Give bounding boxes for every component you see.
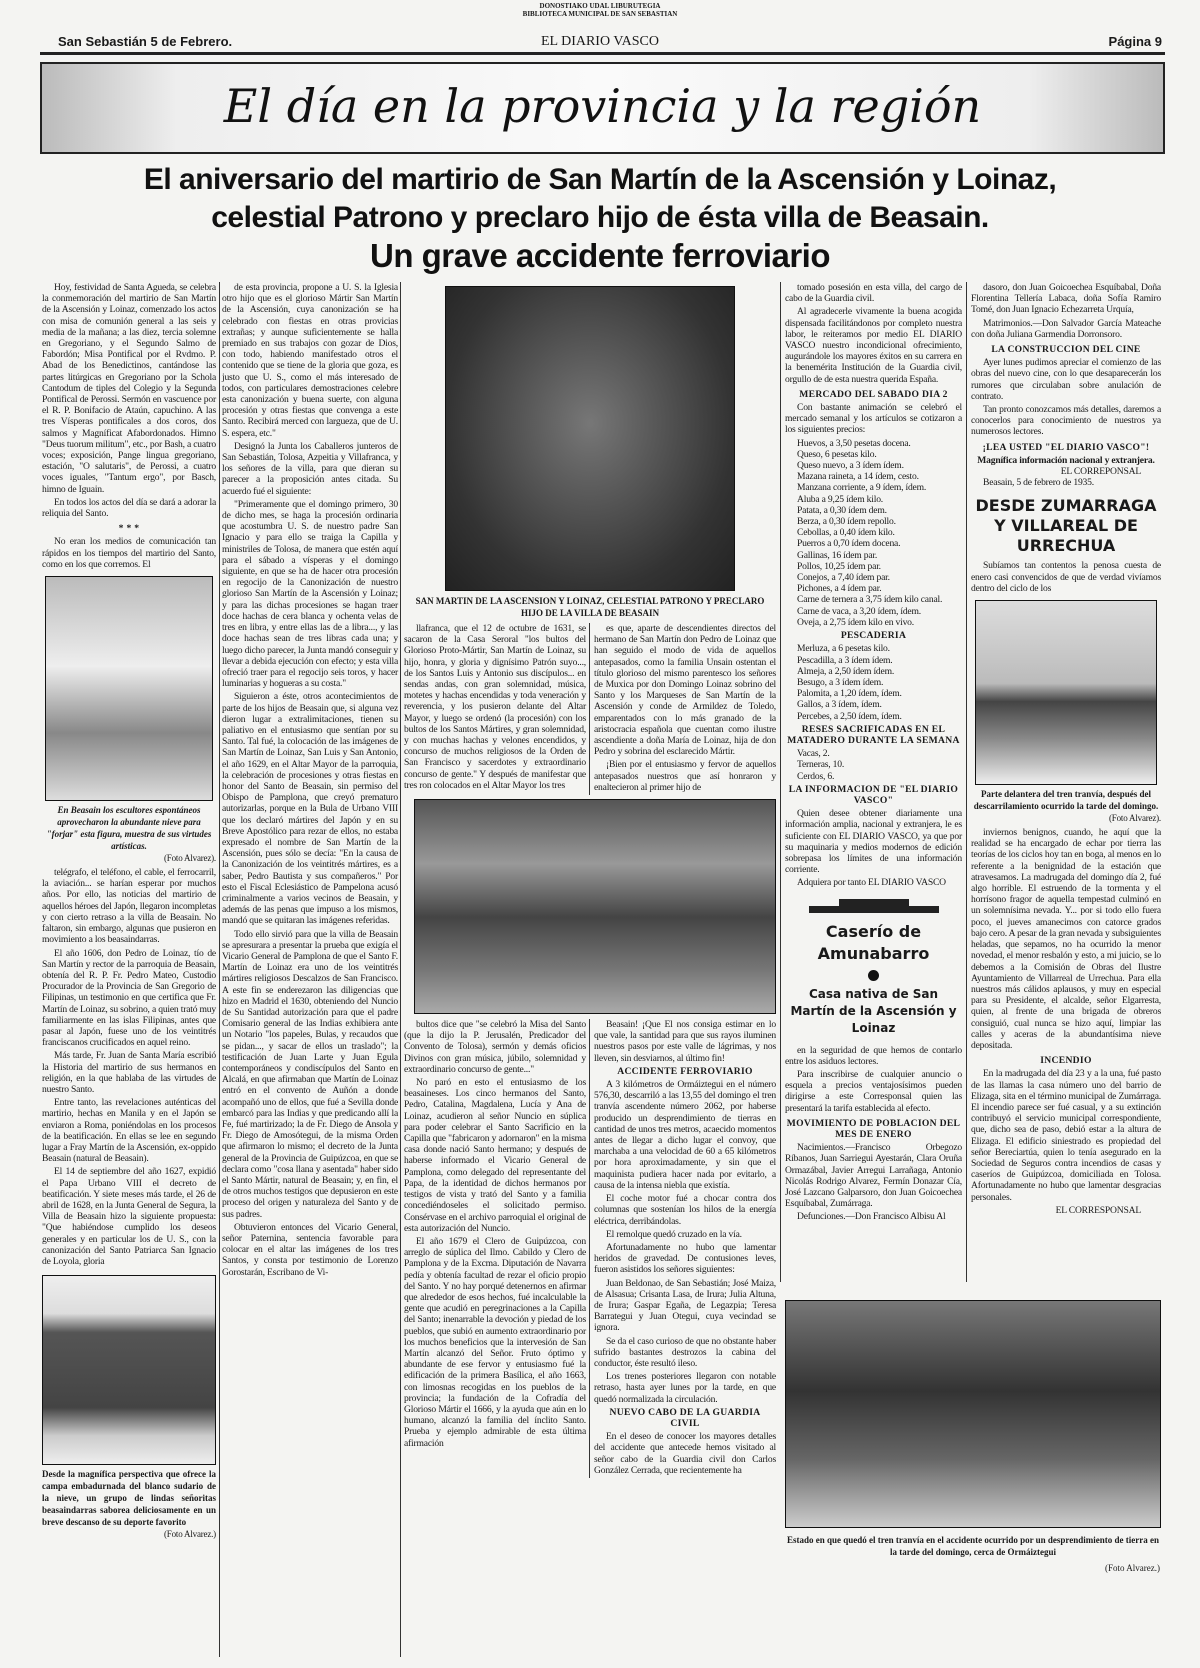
separator: * * * (118, 523, 140, 535)
price-item: Besugo, a 3 ídem ídem. (797, 676, 884, 688)
slogan: ¡LEA USTED "EL DIARIO VASCO"! (982, 441, 1150, 453)
library-line2: BIBLIOTECA MUNICIPAL DE SAN SEBASTIAN (522, 10, 678, 18)
paragraph: llafranca, que el 12 de octubre de 1631, se sacaron de la Casa Seroral "los bultos del Glorioso Proto-Mártir, San Martín de Loinaz, su hijo, honra, y gloria y dignísimo Patrón suyo..., de los Santos Luis y Antonio sus discípulos... en sendas andas, con gran solemnidad, música, motetes y hachas encendidas y toda veneración y reverencia, y los pusieron delante del Altar Mayor, y luego se ordenó (la procesión) con los bultos de los Santos Mártires, y gran solemnidad, y con muchas hachas y velones encendidos, y concurso de muchos religiosos de la Orden de San Francisco y sacerdotes y extraordinario concurso de gente." Y después de manifestar que tres ron colocados en el Altar Mayor los tres (404, 623, 586, 791)
banner-title: El día en la provincia y la región (223, 79, 982, 133)
price-item: Queso nuevo, a 3 ídem ídem. (797, 460, 904, 472)
cattle-item: Terneras, 10. (797, 759, 845, 771)
caserio-subtitle: Casa nativa de San Martín de la Ascensión y Loinaz (790, 986, 957, 1035)
section-banner (40, 62, 1165, 154)
photo-caserio-amunabarro (414, 799, 776, 1014)
zumarraga-heading: DESDE ZUMARRAGA Y VILLAREAL DE URRECHUA (975, 496, 1157, 556)
header-paper: EL DIARIO VASCO (541, 34, 659, 49)
market-heading: MERCADO DEL SABADO DIA 2 (799, 388, 948, 400)
photo-snow-sculpture (45, 576, 213, 801)
paragraph: Obtuvieron entonces del Vicario General, señor Paternina, sentencia favorable para colocar en el altar las imágenes de los tres Santos, y consta por testimonio de Lorenzo Gorostarán, Escribano de Vi- (222, 1221, 398, 1278)
paragraph: El 14 de septiembre del año 1627, expidió el Papa Urbano VIII el decreto de beatificación. Y siete meses más tarde, el 26 de abril de 1628, en la Junta General de Segura, la Villa de Beasain hizo la siguiente propuesta: "Que habiéndose cumplido los deseos generales y en particular los de U. S., con la canonización del Santo Patriarca San Ignacio de Loyola, gloria (42, 1166, 216, 1267)
column-rule (400, 282, 401, 1657)
paragraph: es que, aparte de descendientes directos del hermano de San Martín don Pedro de Loinaz que han seguido el modo de vida de aquellos antepasados, como la familia Unsain ostentan el título glorioso del mismo parentesco los señores de Muxica por don Domingo Loinaz sobrino del Santo y los Marqueses de San Martín de la Ascensión y conde de Armildez de Toledo, emparentados con lo más granado de la aristocracia española que cuentan como ilustre ascendiente a doña María de Loinaz, hija de don Pedro y sobrina del esclarecido Mártir. (594, 623, 776, 758)
fire-heading: INCENDIO (1040, 1055, 1092, 1067)
price-item: Pichones, a 4 ídem par. (797, 583, 882, 595)
paragraph: dasoro, don Juan Goicoechea Esquíbabal, Doña Florentina Tellería Labaca, doña Sofía Ramiro Tomé, don Juan Ignacio Echezarreta Urquía, (971, 282, 1161, 316)
paragraph: Para inscribirse de cualquier anuncio o esquela a precios ventajosísimos pueden dirigirse a este Corresponsal quien las presentará la tarifa establecida al efecto. (785, 1068, 962, 1114)
paragraph: inviernos benignos, cuando, he aquí que la realidad se ha encargado de echar por tierra las teorías de los ciclos hoy tan en boga, al menos en lo referente a la benignidad de la estación que atravesamos. La madrugada del domingo día 2, fué algo horrible. El estruendo de la tormenta y el horrísono fragor de aquella tempestad culminó en un solemnísima nevada. Y... por si todo ello fuera poco, el jueves amanecimos con catorce grados bajo cero. A pesar de la gran nevada y subsiguientes heladas, que sepamos, no ha ocurrido la menor novedad, el menor resbalón y esto, a mi juicio, se lo debemos a la Comisión de Obras del Ilustre Ayuntamiento de Villarreal de Urrechua. Para ella nuestros más cálidos aplausos, y muy en especial para su Presidente, el alcalde, señor Elgarresta, quien, al frente de una brigada de obreros consiguió, cual nunca se hizo aquí, limpiar las calles y aceras de la abundantísima nieve depositada. (971, 827, 1161, 1051)
ornament (839, 899, 909, 906)
paragraph: No eran los medios de comunicación tan rápidos en los tiempos del martirio del Santo, como en los que corremos. El (42, 536, 216, 570)
paragraph: El coche motor fué a chocar contra dos columnas que sostenían los hilos de la energía eléctrica, derribándolas. (594, 1193, 776, 1227)
subheading-accident: ACCIDENTE FERROVIARIO (617, 1065, 753, 1077)
cattle-heading: RESES SACRIFICADAS EN EL MATADERO DURANTE LA SEMANA (787, 723, 960, 746)
signature: EL CORREPONSAL (1060, 466, 1141, 478)
price-item: Merluza, a 6 pesetas kilo. (797, 643, 890, 655)
paragraph: Entre tanto, las revelaciones auténticas del martirio, hechas en Manila y en el Japón se enviaron a Roma, poniéndolas en los procesos de la beatificación. En ellas se lee en segundo lugar a Fray Martín de la Ascensión, ex-oppido Beasain (natural de Beasain). (42, 1097, 216, 1165)
price-item: Carne de ternera a 3,75 ídem kilo canal. (797, 594, 943, 606)
paragraph: Designó la Junta los Caballeros junteros de San Sebastián, Tolosa, Azpeitia y Villafranca, y los señores de la villa, para que dieran su parecer a la proposición antes citada. Su acuerdo fué el siguiente: (222, 440, 398, 497)
paragraph: Con bastante animación se celebró el mercado semanal y los artículos se cotizaron a los siguientes precios: (785, 402, 962, 436)
paragraph: El año 1679 el Clero de Guipúzcoa, con arreglo de súplica del Ilmo. Cabildo y Clero de Pamplona y de la Excma. Diputación de Navarra pedía y obtenía facultad de rezar el oficio propio del Santo. Y no hay porqué detenernos en afirmar que alrededor de esos hechos, fué incalculable la gente que acudió en peregrinaciones a la Capilla del Santo; inenarrable la devoción y piedad de los pueblos, que subió en aumento extraordinario por los muchos beneficios que la intervesión de San Martín alcanzó del Señor. Fruto óptimo y abundante de ese fervor y entusiasmo fué la edificación de la primera Basílica, el año 1663, con limosnas recogidas en los pueblos de la provincia; la fundación de la Cofradía del Glorioso Mártir el 1666, y la ayuda que aún en lo humano, alcanzó la familia del ínclito Santo. Prueba y ejemplo admirable de esta última afirmación (404, 1235, 586, 1449)
signature: EL CORRESPONSAL (1055, 1204, 1141, 1216)
paragraph: Tan pronto conozcamos más detalles, daremos a conocerlos para conocimiento de nuestros ya numerosos lectores. (971, 404, 1161, 438)
photo-credit: (Foto Alvarez). (1109, 813, 1161, 824)
paragraph: Adquiera por tanto EL DIARIO VASCO (797, 877, 946, 889)
price-item: Berza, a 0,30 ídem repollo. (797, 516, 896, 528)
price-item: Gallos, a 3 ídem, ídem. (797, 699, 882, 711)
paragraph: Nacimientos.—Francisco Orbegozo Ríbanos, Juan Sarriegui Ayestarán, Clara Oruña Ormazábal, Javier Arregui Larrañaga, Antonio Nicolás Rodrigo Alvarez, Fermín Donazar Cía, José Lazcano Galparsoro, don Juan Goicoechea Esquíbabal, Zumárraga. (785, 1142, 962, 1210)
cattle-item: Vacas, 2. (797, 748, 830, 760)
price-item: Patata, a 0,30 ídem dem. (797, 504, 887, 516)
cattle-item: Cerdos, 6. (797, 770, 835, 782)
photo-tram-accident (785, 1300, 1161, 1528)
paragraph: Los trenes posteriores llegaron con notable retraso, hasta ayer lunes por la tarde, en que quedó normalizada la circulación. (594, 1371, 776, 1405)
paragraph: Se da el caso curioso de que no obstante haber sufrido bastantes destrozos la cabina del conductor, éste resultó ileso. (594, 1335, 776, 1369)
paragraph: Beasain! ¡Que El nos consiga estimar en lo que vale, la santidad para que sus rayos iluminen nuestros pasos por este valle de lágrimas, y nos lleven, sin desviarnos, al último fin! (594, 1019, 776, 1064)
headline-line2: celestial Patrono y preclaro hijo de ésta villa de Beasain. (211, 201, 989, 234)
paragraph: Subíamos tan contentos la penosa cuesta de enero casi convencidos de que de verdad vivíamos dentro del ciclo de los (971, 560, 1161, 594)
paragraph: "Primeramente que el domingo primero, 30 de dicho mes, se haga la procesión ordinaria que acostumbra U. S. de nuestro padre San Ignacio y para ello se traiga la Capilla y ministriles de Tolosa, de manera que estén aquí para el sábado a vísperas y el domingo siguiente, en que se ha de hacer otra procesión en regocijo de la Canonización de nuestro glorioso San Martín de la Ascensión y Loinaz; y para las dichas procesiones se hagan traer doce hachas de cera blanca y ochenta velas de tres en libra, y entre ellas las de a libra..., y las doce hachas sean de tres libras cada una; y luego dicho parecer, la Junta mandó conseguir y llevar a debida ejecución con efecto; y esta villa ofreció traer para el regocijo seis toros, y hacer luminarias y hogueras a su costa." (222, 498, 398, 690)
photo-caption: En Beasain los escultores espontáneos aprovecharon la abundante nieve para "forjar" esta figura, muestra de sus virtudes artísticas. (46, 805, 212, 852)
photo-tram-front (975, 600, 1157, 785)
paragraph: Ayer lunes pudimos apreciar el comienzo de las obras del nuevo cine, con lo que desaparecerán los rumores que circulaban sobre anulación de contrato. (971, 357, 1161, 402)
price-item: Huevos, a 3,50 pesetas docena. (797, 437, 911, 449)
paragraph: Afortunadamente no hubo que lamentar heridos de gravedad. De contusiones leves, fueron asistidos los señores siguientes: (594, 1241, 776, 1276)
slogan2: Magnífica información nacional y extranjera. (977, 454, 1155, 466)
photo-san-martin-image (445, 286, 735, 591)
dateline: Beasain, 5 de febrero de 1935. (983, 477, 1094, 489)
paragraph: Quien desee obtener diariamente una información amplia, nacional y extranjera, le es suficiente con EL DIARIO VASCO, ya que por su maquinaria y medios modernos de edición sobrepasa los límites de una información corriente. (785, 808, 962, 876)
cine-heading: LA CONSTRUCCION DEL CINE (991, 344, 1141, 356)
paragraph: El año 1606, don Pedro de Loinaz, tío de San Martín y rector de la parroquia de Beasain, obtenía del R. P. Fr. Pedro Mateo, Custodio Procurador de la Provincia de San Gregorio de Filipinas, un testimonio en que certifica que Fr. Martín de Loinaz, su sobrino, a quien trató muy familiarmente en las islas Filipinas, antes que pasar al Japón, fuese uno de los veintitrés franciscanos crucificados en aquel reino. (42, 947, 216, 1049)
price-item: Mazana raineta, a 14 ídem, cesto. (797, 471, 919, 483)
paragraph: Matrimonios.—Don Salvador García Mateache con doña Juliana Garmendia Dorronsoro. (971, 317, 1161, 340)
paragraph: En todos los actos del día se dará a adorar la reliquia del Santo. (42, 496, 216, 520)
headline-line3: Un grave accidente ferroviario (369, 237, 831, 274)
article-col2 (222, 282, 398, 1280)
price-item: Aluba a 9,25 ídem kilo. (797, 493, 883, 505)
paragraph: No paró en esto el entusiasmo de los beasaineses. Los cinco hermanos del Santo, Pedro, Catalina, Magdalena, Lucía y Ana de Loinaz, acudieron al señor Nuncio en súplica para poder celebrar el Santo Sacrificio en la Capilla que "fabricaron y adornaron" en la misma casa donde nació Santo hermano; y después de haberse informado el Vicario General de Pamplona, como delegado del representante del Papa, de la identidad de dichos hermanos por testigos de vista y trató del Santo y a familia concediéndoseles el solicitado permiso. Consérvase en el archivo parroquial el original de esta autorización del Nuncio. (404, 1077, 586, 1234)
caserio-title: Caserío de Amunabarro (817, 921, 930, 963)
paragraph: ¡Bien por el entusiasmo y fervor de aquellos antepasados nuestros que así honraron y enaltecieron al primer hijo de (594, 759, 776, 793)
price-item: Palomita, a 1,20 ídem, ídem. (797, 688, 902, 700)
paragraph: Todo ello sirvió para que la villa de Beasain se apresurara a presentar la prueba que exigía el Vicario General de Pamplona de que el Santo F. Martín de Loinaz era uno de los veintitrés mártires religiosos Descalzos de San Francisco. A este fin se enderezaron las diligencias que hizo en Madrid el 1630, obteniendo del Nuncio de Su Santidad autorización para que el padre Comisario general de las Indias exhibiera ante un Notario "los papeles, Bulas, y recaudos que se pidan..., y sacar de ellos un traslado"; la testificación de Juan Larte y Juan Egula contemporáneos y condiscípulos del Santo en Alcalá, en que afirmaban que Martín de Loinaz entró en el convento de Auñón a donde acompañó uno de ellos, que fué a Sevilla donde embarcó para las Indias y que predicando allí la Fe, fué martirizado; la de Fr. Diego de Ansola y Fr. Diego de Amosótegui, de la misma Orden que afirmaron lo mismo; el decreto de la Junta general de la Provincia de Guipúzcoa, en que se declara como "cosa llana y asentada" haber sido el Santo Mártir, natural de Beasain; y, en fin, el de otros muchos testigos que depusieron en este proceso del origen y naturaleza del Santo y de sus padres. (222, 928, 398, 1220)
price-item: Pescadilla, a 3 ídem ídem. (797, 654, 893, 666)
article-col4-lower (589, 1019, 776, 1478)
column-rule (780, 282, 781, 1282)
article-col3-lower (404, 1019, 586, 1451)
photo-caption: SAN MARTIN DE LA ASCENSION Y LOINAZ, CELESTIAL PATRONO Y PRECLARO HIJO DE LA VILLA DE BEASAIN (415, 596, 765, 618)
paragraph: Más tarde, Fr. Juan de Santa María escribió la Historia del martirio de sus hermanos en religión, en la que hablaba de las virtudes de nuestro Santo. (42, 1050, 216, 1095)
photo-caption: Desde la magnífica perspectiva que ofrece la campa embadurnada del blanco sudario de la nieve, un grupo de lindas señoritas beasaindarras saborea deliciosamente en un breve descanso de su deporte favorito (42, 1469, 216, 1528)
paragraph: En la madrugada del día 23 y a la una, fué pasto de las llamas la casa número uno del barrio de Elizaga, sita en el término municipal de Zumárraga. El incendio parece ser fué casual, y a su extinción contribuyó el servicio municipal correspondiente, que, dicho sea de paso, debió estar a la altura de Elizaga. El edificio siniestrado es propiedad del señor Bereciartúa, quien lo tenía asegurado en la Sociedad de Seguros contra incendios de casas y caseríos de Guipúzcoa, domiciliada en Tolosa. Afortunadamente no hubo que lamentar desgracias personales. (971, 1068, 1161, 1203)
population-heading: MOVIMIENTO DE POBLACION DEL MES DE ENERO (786, 1117, 961, 1140)
paragraph: A 3 kilómetros de Ormáiztegui en el número 576,30, descarriló a las 13,55 del domingo el tren tranvía ascendente número 2062, por haberse producido un desprendimiento de tierras en cantidad de unos tres metros, acaecido momentos antes de llegar a dicho lugar el convoy, que marchaba a una velocidad de 60 a 65 kilómetros por hora aproximadamente, y sin que el maquinista pudiera hacer nada por evitarlo, a causa de la intensa niebla que existía. (594, 1079, 776, 1191)
price-item: Gallinas, 16 ídem par. (797, 549, 878, 561)
article-col5 (785, 282, 962, 1225)
article-col3-mid (404, 623, 586, 793)
article-col1 (42, 282, 216, 1540)
paragraph: En el deseo de conocer los mayores detalles del accidente que antecede hemos visitado al señor cabo de la Guardia civil don Carlos González Cerrada, que recientemente ha (594, 1431, 776, 1476)
paragraph: Juan Beldonao, de San Sebastián; José Maiza, de Alsasua; Crisanta Lasa, de Irura; Julia Altuna, de Irura; Gaspar Egaña, de Legazpia; Teresa Barrategui y Juan Otegui, cuya vecindad se ignora. (594, 1277, 776, 1334)
header-rule (40, 52, 1165, 55)
header-date: San Sebastián 5 de Febrero. (58, 34, 233, 49)
price-item: Queso, 6 pesetas kilo. (797, 448, 877, 460)
price-item: Carne de vaca, a 3,20 ídem, ídem. (797, 605, 921, 617)
library-line1: DONOSTIAKO UDAL LIBURUTEGIA (539, 2, 661, 10)
price-item: Oveja, a 2,75 ídem kilo en vivo. (797, 616, 914, 628)
price-item: Percebes, a 2,50 ídem, ídem. (797, 710, 902, 722)
photo-credit: (Foto Alvarez.) (1105, 1563, 1160, 1573)
price-item: Pollos, 10,25 ídem par. (797, 560, 881, 572)
price-item: Conejos, a 7,40 ídem par. (797, 572, 890, 584)
paragraph: Defunciones.—Don Francisco Albisu Al (797, 1211, 946, 1223)
price-item: Almeja, a 2,50 ídem ídem. (797, 665, 895, 677)
photo-credit: (Foto Alvarez.) (164, 1529, 216, 1540)
price-item: Puerros a 0,70 ídem docena. (797, 538, 901, 550)
paragraph: de esta provincia, propone a U. S. la Iglesia otro hijo que es el glorioso Mártir San Martín de la Ascensión, cuya canonización se ha celebrado con fiestas en otras provicias extrañas; y aunque suficientemente se halla premiado en sus trabajos con gozar de Dios, con todo, habiendo manifestado otros el contenido que se tiene de la gloria que goza, es justo que U. S., como el más interesado de todos, con particulares demostraciones celebre esta canonización y buena suerte, con alguna procesión y otras fiestas que convenga a este Santo. Recibirá merced con largueza, que de U. S. espera, etc." (222, 282, 398, 439)
headline-line1: El aniversario del martirio de San Martín de la Ascensión y Loinaz, (143, 163, 1057, 196)
center-section (404, 286, 776, 1478)
photo-credit: (Foto Alvarez). (164, 853, 216, 864)
paragraph: tomado posesión en esta villa, del cargo de cabo de la Guardia civil. (785, 282, 962, 305)
paragraph: bultos dice que "se celebró la Misa del Santo (que la dijo la P. Jerusalén, Predicador del Convento de Tolosa), sermón y demás oficios Divinos con gran música, júbilo, solemnidad y extraordinario concurso de gente..." (404, 1019, 586, 1075)
price-item: Manzana corriente, a 9 ídem, ídem. (797, 482, 927, 494)
photo-caption: Parte delantera del tren tranvía, después del descarrilamiento ocurrido la tarde del domingo. (973, 789, 1159, 812)
fish-heading: PESCADERIA (840, 630, 907, 642)
header-page: Página 9 (1108, 34, 1162, 49)
paragraph: en la seguridad de que hemos de contarlo entre los asiduos lectores. (785, 1044, 962, 1067)
paragraph: Hoy, festividad de Santa Agueda, se celebra la conmemoración del martirio de San Martín de la Ascensión y Loinaz, comenzado los actos con misa de comunión general a las seis y media de la mañana; a las diez, tercia solemne en Gregoriano, y el Segundo Salmo de Fabordón; Misa Pontifical por el Rvdmo. P. Abad de los Benedictinos, cantándose las partes litúrgicas en Gregoriano por la Schola Cantodum de tiples del Colegio y la Segunda Pontifical de Perossi. Sermón en vascuence por el R. P. Bonifacio de Ataún, capuchino. A las tres Vísperas pontificales a dos coros, dos salmos y Magníficat Afabordonados. Himno "Deus tuorum militum", etc., por Bash, a cuatro voces; exposición, Pange lingua gregoriano, estación, "O salutaris", de Perossi, a cuatro voces iguales, "Tantum ergo", por Basch, himno de Iguain. (42, 282, 217, 495)
column-rule (219, 282, 220, 1657)
info-heading: LA INFORMACION DE "EL DIARIO VASCO" (788, 783, 959, 806)
paragraph: Al agradecerle vivamente la buena acogida dispensada facilitándonos por completo nuestra labor, le reiteramos por medio EL DIARIO VASCO nuestro incondicional ofrecimiento, augurándole los mayores éxitos en su carrera en la benemérita Institución de la Guardia civil, orgullo de de esta nuestra querida España. (785, 306, 962, 385)
article-col4-mid (589, 623, 776, 795)
column-rule (966, 282, 967, 1282)
paragraph: Siguieron a éste, otros acontecimientos de parte de los hijos de Beasain que, si alguna vez dieron lugar a extralimitaciones, tienen su paliativo en el entusiasmo que sentían por su Santo. Tal fué, la colocación de las imágenes de San Martín de Loinaz, San Luis y San Antonio, el año 1629, en el Altar Mayor de la parroquia, la celebración de procesiones y otras fiestas en honor del Santo de Beasain, sin permiso del Obispo de Pamplona, que creyó prematuro autorizarlas, porque en la Bula de Urbano VIII que los declaró mártires del Japón y en su Breve Apostólico para rezar de ellos, no estaba expresado el nombre de San Martín de la Ascensión, pues sólo se decía: "En la causa de la Canonización de los veintitrés mártires, es a saber, Pedro Bautista y sus compañeros." Por esto el Fiscal Eclesiástico de Pampelona acusó criminalmente a varios vecinos de Beasain, y además de las penas que impuso a los mismos, mandó que se quitaran las imágenes referidas. (222, 691, 398, 927)
ornament (809, 906, 939, 913)
subheading-guardia: NUEVO CABO DE LA GUARDIA CIVIL (609, 1406, 761, 1429)
price-item: Cebollas, a 0,40 ídem kilo. (797, 527, 895, 539)
photo-caption: Estado en que quedó el tren tranvía en el accidente ocurrido por un desprendimiento de tierra en la tarde del domingo, cerca de Ormáiztegui (787, 1535, 1159, 1557)
bullet-ornament (868, 970, 879, 981)
paragraph: El remolque quedó cruzado en la vía. (606, 1228, 742, 1240)
article-col6 (971, 282, 1161, 1216)
photo-skiers (42, 1275, 216, 1465)
library-stamp (0, 2, 1200, 18)
paragraph: telégrafo, el teléfono, el cable, el ferrocarril, la aviación... se harían esperar por muchos años. Por ello, las noticias del martirio de aquellos héroes del Japón, llegaron incompletas y con cierto retraso a la villa de Beasain. No faltaron, sin embargo, algunas que pusieron en movimiento a los beasaindarras. (42, 867, 216, 946)
